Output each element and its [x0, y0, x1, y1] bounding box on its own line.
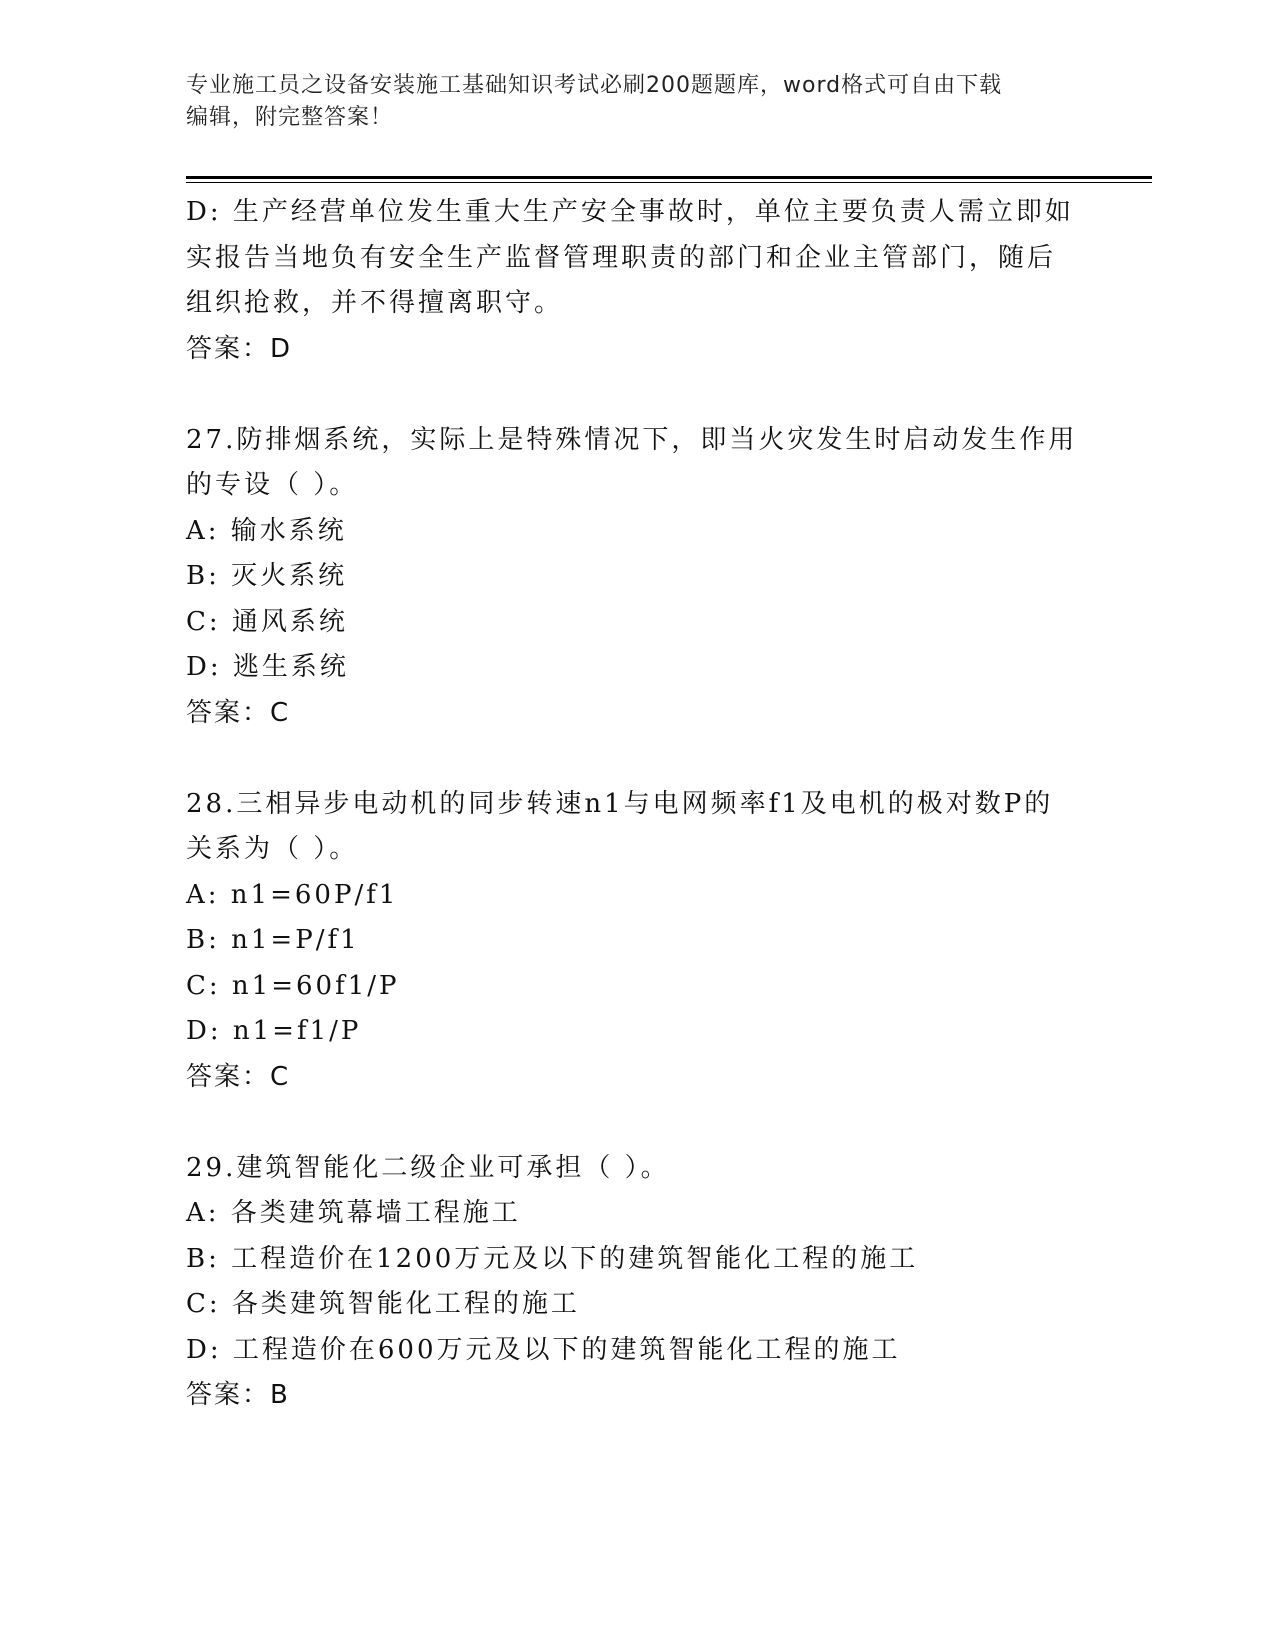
spacer — [186, 372, 1076, 418]
header-divider-thin — [186, 182, 1152, 183]
header-title-line-2: 编辑，附完整答案！ — [186, 105, 394, 130]
option-c: C: 通风系统 — [186, 606, 348, 637]
option-d: D: 逃生系统 — [186, 652, 349, 682]
option-d-line-3: 组织抢救，并不得擅离职守。 — [186, 288, 564, 318]
option-c: C: n1=60f1/P — [186, 970, 400, 1001]
option-d-line-2: 实报告当地负有安全生产监督管理职责的部门和企业主管部门，随后 — [186, 242, 1057, 273]
option-d-line-1: D: 生产经营单位发生重大生产安全事故时，单位主要负责人需立即如 — [186, 197, 1074, 227]
question-list — [186, 190, 1076, 1419]
question-stem-line-2: 的专设（ ）。 — [186, 470, 359, 500]
option-b: B: 灭火系统 — [186, 561, 348, 591]
question-block-27 — [186, 418, 1076, 737]
answer-line: 答案：D — [186, 333, 293, 364]
answer-line: 答案：C — [186, 697, 291, 728]
document-header — [186, 70, 1066, 134]
option-a: A: 输水系统 — [186, 515, 347, 546]
question-block-26 — [186, 190, 1076, 372]
option-b: B: n1=P/f1 — [186, 925, 360, 955]
question-block-28 — [186, 782, 1076, 1101]
question-stem-line-1: 27.防排烟系统，实际上是特殊情况下，即当火灾发生时启动发生作用 — [186, 424, 1078, 455]
answer-line: 答案：C — [186, 1061, 291, 1092]
spacer — [186, 736, 1076, 782]
option-c: C: 各类建筑智能化工程的施工 — [186, 1289, 580, 1319]
question-block-29 — [186, 1146, 1076, 1419]
option-a: A: 各类建筑幕墙工程施工 — [186, 1198, 521, 1228]
header-title-line-1: 专业施工员之设备安装施工基础知识考试必刷200题题库，word格式可自由下载 — [186, 73, 1003, 98]
spacer — [186, 1100, 1076, 1146]
header-divider-thick — [186, 176, 1152, 179]
option-a: A: n1=60P/f1 — [186, 879, 399, 910]
question-stem-line-1: 28.三相异步电动机的同步转速n1与电网频率f1及电机的极对数P的 — [186, 788, 1054, 819]
answer-line: 答案：B — [186, 1380, 290, 1410]
question-stem-line-1: 29.建筑智能化二级企业可承担（ ）。 — [186, 1152, 670, 1183]
option-d: D: 工程造价在600万元及以下的建筑智能化工程的施工 — [186, 1334, 901, 1365]
option-b: B: 工程造价在1200万元及以下的建筑智能化工程的施工 — [186, 1243, 919, 1274]
question-stem-line-2: 关系为（ ）。 — [186, 834, 359, 864]
option-d: D: n1=f1/P — [186, 1016, 362, 1046]
